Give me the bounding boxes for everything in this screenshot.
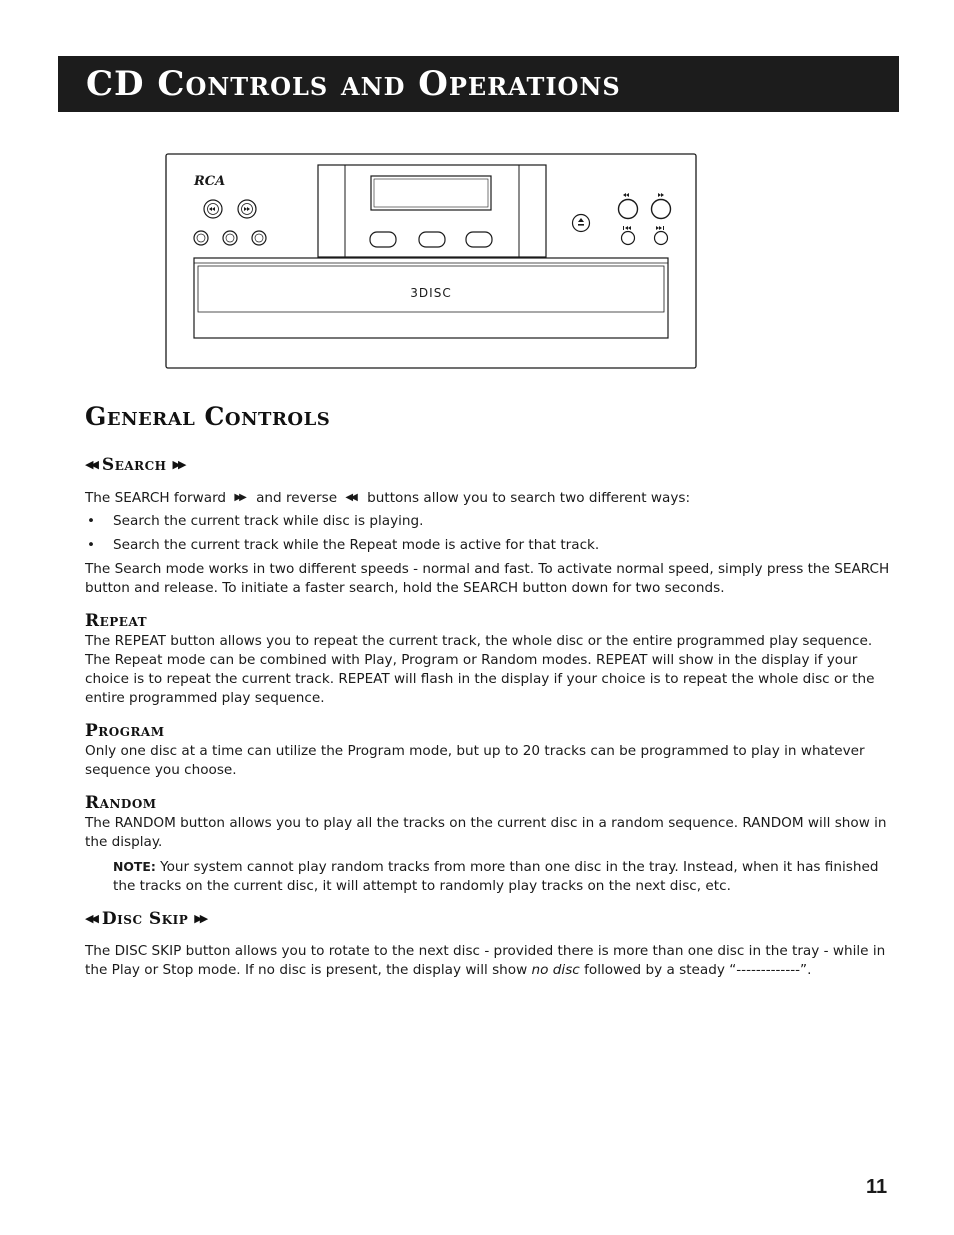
player-body-outline — [166, 154, 696, 368]
forward-icon: ▶▶ — [234, 492, 244, 503]
page-title: CD Controls and Operations — [86, 64, 621, 104]
list-item-text: Search the current track while the Repeat mode is active for that track. — [113, 537, 600, 553]
random-note — [85, 857, 895, 896]
note-label: NOTE: — [113, 859, 156, 874]
search-forward-button — [652, 200, 671, 219]
pill-button-1 — [370, 232, 396, 247]
forward-icon: ▶▶ — [194, 912, 206, 925]
skip-back-button — [622, 232, 635, 245]
brand-logo: RCA — [194, 174, 226, 189]
list-item-text: Search the current track while disc is playing. — [113, 513, 424, 529]
disc-skip-body-a: The DISC SKIP button allows you to rotate to the next disc - provided there is more than one disc in the tray - while in the Play or Stop mode. If no disc is present, the display will show — [85, 943, 886, 978]
search-intro — [85, 488, 895, 508]
header-bar — [58, 56, 899, 112]
search-heading — [85, 454, 895, 476]
search-intro-part-b: and reverse — [256, 490, 338, 506]
reverse-icon: ◀◀ — [85, 458, 96, 471]
pill-button-2 — [419, 232, 445, 247]
reverse-icon: ◀◀ — [345, 492, 355, 503]
reverse-icon: ◀◀ — [85, 912, 96, 925]
disc-skip-heading-label: Disc Skip — [101, 909, 189, 929]
lcd-display — [371, 176, 491, 210]
cd-player-front-panel-illustration — [164, 152, 700, 374]
note-body: Your system cannot play random tracks from more than one disc in the tray. Instead, when it has finished the tracks on the current disc, it will attempt to randomly play tracks on the next disc, etc. — [113, 859, 879, 894]
forward-icon: ▶▶ — [172, 458, 184, 471]
search-intro-part-a: The SEARCH forward — [85, 490, 227, 506]
main-content — [85, 400, 895, 980]
program-body: Only one disc at a time can utilize the Program mode, but up to 20 tracks can be programmed to play in whatever sequence you choose. — [85, 743, 865, 778]
search-intro-part-c: buttons allow you to search two different ways: — [367, 490, 691, 506]
search-body: The Search mode works in two different speeds - normal and fast. To activate normal speed, simply press the SEARCH button and release. To initiate a faster search, hold the SEARCH button down for two seconds. — [85, 561, 890, 596]
program-heading: Program — [85, 721, 165, 741]
pill-button-3 — [466, 232, 492, 247]
disc-skip-emphasis: no disc — [531, 962, 580, 978]
repeat-heading: Repeat — [85, 611, 148, 631]
search-heading-label: Search — [101, 455, 167, 475]
random-heading: Random — [85, 793, 157, 813]
eject-button — [573, 215, 590, 232]
disc-skip-body-b: followed by a steady “-------------”. — [579, 962, 812, 978]
search-reverse-button — [619, 200, 638, 219]
page-number: 11 — [866, 1176, 888, 1198]
random-body: The RANDOM button allows you to play all the tracks on the current disc in a random sequence. RANDOM will show in the display. — [85, 815, 887, 850]
search-bullets — [85, 512, 895, 555]
repeat-body: The REPEAT button allows you to repeat the current track, the whole disc or the entire programmed play sequence. The Repeat mode can be combined with Play, Program or Random modes. REPEAT will show in the display if your choice is to repeat the current track. REPEAT will flash in the display if your choice is to repeat the whole disc or the entire programmed play sequence. — [85, 633, 875, 706]
section-title: General Controls — [85, 402, 331, 431]
list-item: • Search the current track while the Repeat mode is active for that track. — [87, 537, 600, 553]
list-item: • Search the current track while disc is playing. — [87, 513, 424, 529]
disc-skip-body — [85, 942, 895, 980]
disc-skip-heading — [85, 908, 895, 930]
skip-forward-button — [655, 232, 668, 245]
tray-label: 3DISC — [410, 286, 452, 300]
